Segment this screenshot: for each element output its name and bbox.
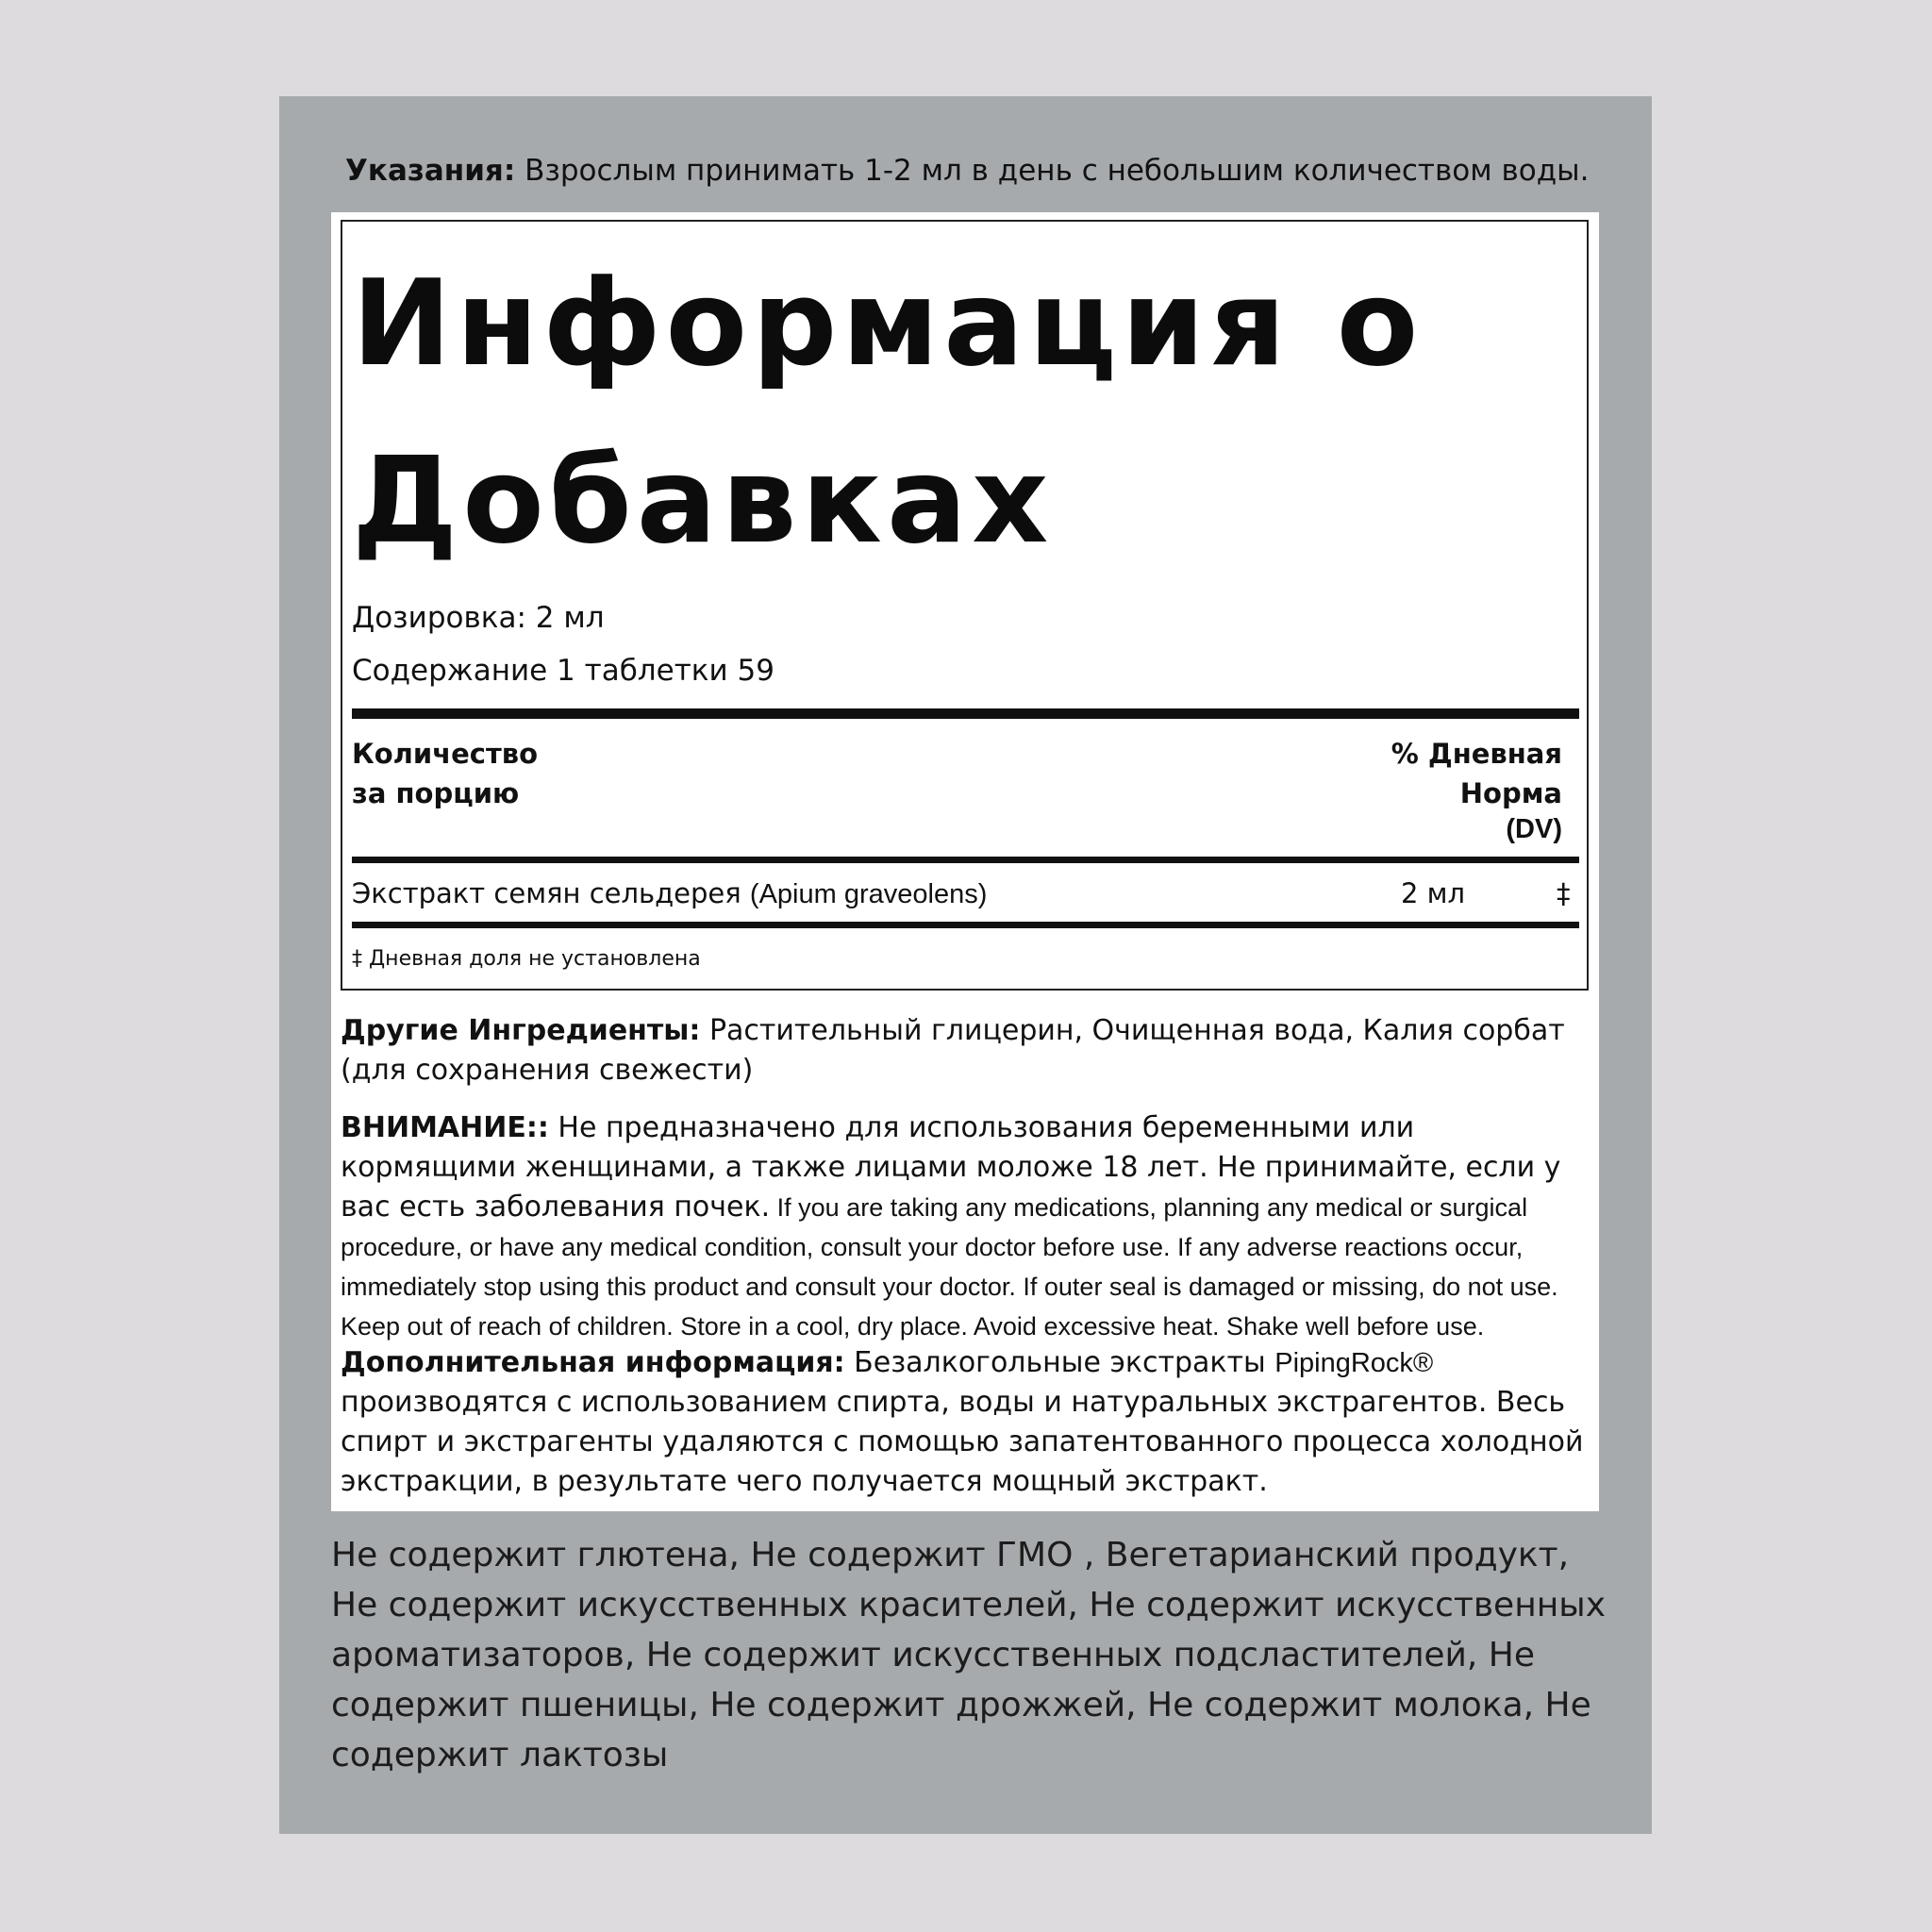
medium-divider: [352, 857, 1579, 863]
ingredient-latin-name: (Apium graveolens): [749, 879, 988, 909]
servings-per-container: Содержание 1 таблетки 59: [352, 654, 774, 688]
directions-label: Указания:: [345, 154, 516, 188]
other-ingredients-label: Другие Ингредиенты:: [341, 1014, 701, 1047]
additional-info-text-before: Безалкогольные экстракты: [844, 1346, 1275, 1379]
directions: [345, 151, 1628, 191]
ingredient-row: [352, 873, 1569, 914]
dv-footnote: ‡ Дневная доля не установлена: [352, 947, 701, 971]
ingredient-name: [352, 873, 987, 915]
warning-label: ВНИМАНИЕ::: [341, 1111, 549, 1144]
additional-information: [341, 1343, 1591, 1502]
warning-text-ru: Не предназначено для использования беременными или кормящими женщинами, а также лицами моложе 18 лет. Не принимайте, если у вас есть заболевания почек.: [341, 1111, 1561, 1224]
additional-info-label: Дополнительная информация:: [341, 1346, 845, 1379]
free-from-claims: Не содержит глютена, Не содержит ГМО , Вегетарианский продукт, Не содержит искусственных красителей, Не содержит искусственных ароматизаторов, Не содержит искусственных подсластителей, Не содержит пшеницы, Не содержит дрожжей, Не содержит молока, Не содержит лактозы: [331, 1536, 1607, 1774]
other-ingredients: [341, 1011, 1591, 1091]
warning-text-en: If you are taking any medications, planning any medical or surgical procedure, or have any medical condition, consult your doctor before use. If any adverse reactions occur, immediately stop using this product and consult your doctor. If outer seal is damaged or missing, do not use. Keep out of reach of children. Store in a cool, dry place. Avoid excessive heat. Shake well before use.: [341, 1193, 1558, 1341]
supplement-facts-title: Информация о Добавках: [352, 254, 1424, 570]
serving-size: Дозировка: 2 мл: [352, 601, 605, 635]
ingredient-name-ru: Экстракт семян сельдерея: [352, 877, 750, 909]
bottom-divider: [352, 922, 1579, 928]
dv-header-line3: (DV): [1506, 814, 1562, 844]
amount-header-line1: Количество: [352, 738, 539, 770]
daily-value-header: [1391, 734, 1562, 845]
thick-divider: [352, 708, 1579, 719]
supplement-facts-box: [341, 220, 1589, 991]
additional-info-text-after: производятся с использованием спирта, воды и натуральных экстрагентов. Весь спирт и экстрагенты удаляются с помощью запатентованного процесса холодной экстракции, в результате чего получается мощный экстракт.: [341, 1386, 1584, 1498]
other-ingredients-text: Растительный глицерин, Очищенная вода, Калия сорбат (для сохранения свежести): [341, 1014, 1565, 1087]
dv-header-line1: % Дневная: [1391, 738, 1562, 770]
ingredient-amount: 2 мл: [1401, 877, 1466, 909]
amount-header-line2: за порцию: [352, 777, 520, 809]
ingredient-dv-symbol: ‡: [1557, 877, 1571, 909]
dv-header-line2: Норма: [1459, 777, 1562, 809]
directions-text: Взрослым принимать 1-2 мл в день с небольшим количеством воды.: [515, 154, 1590, 188]
warning: [341, 1108, 1591, 1346]
brand-name: PipingRock®: [1274, 1348, 1434, 1378]
amount-per-serving-header: [352, 734, 538, 813]
